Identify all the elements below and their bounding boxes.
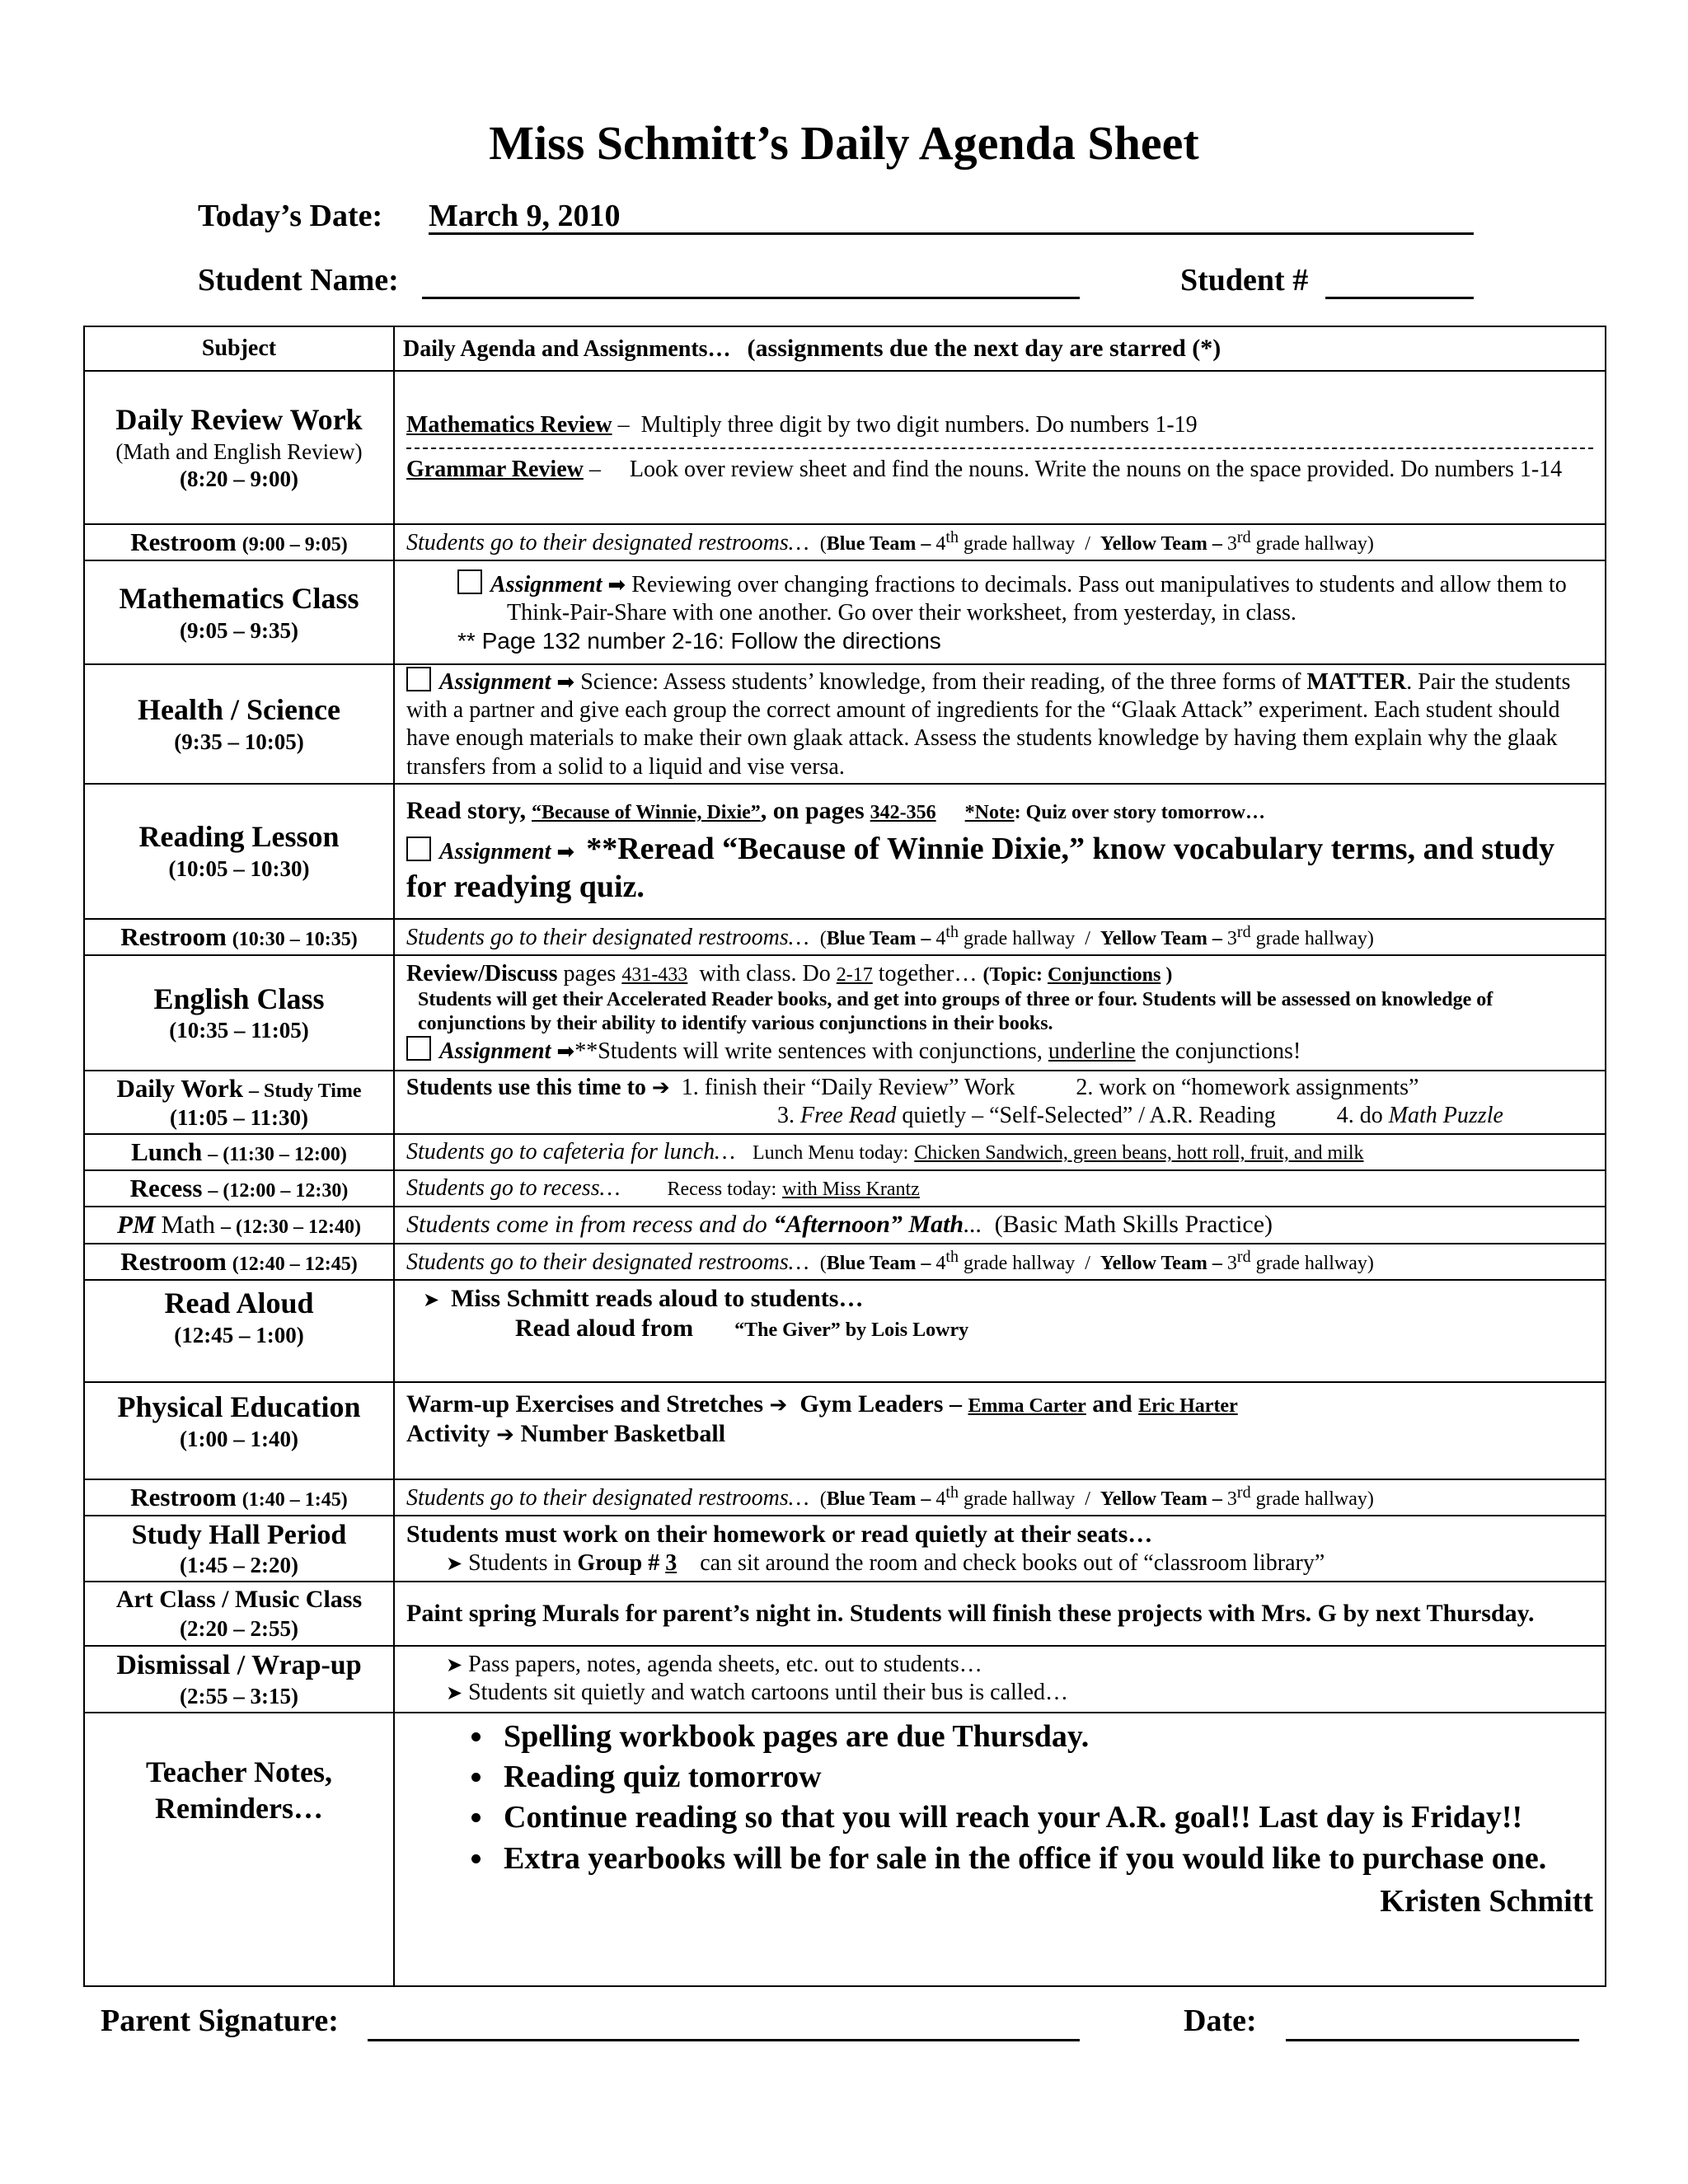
agenda-header [394, 326, 1606, 371]
recess-today[interactable]: with Miss Krantz [782, 1179, 920, 1201]
parent-signature-field[interactable] [368, 2039, 1080, 2041]
bullet-arrow-icon: ➤ [446, 1681, 463, 1705]
item-number: 4. do [1336, 1103, 1383, 1129]
table-row [84, 1071, 1606, 1134]
blue-team: Blue Team – [826, 1252, 931, 1274]
table-row [84, 1582, 1606, 1646]
agenda-cell [394, 1134, 1606, 1170]
yellow-team: Yellow Team – [1100, 533, 1222, 555]
bullet-arrow-icon: ➤ [446, 1552, 463, 1576]
hallway: grade hallway [963, 533, 1076, 555]
subject-name: Recess [129, 1174, 203, 1203]
agenda-cell: Students go to their designated restrooms… (Blue Team – 4th grade hallway / Yellow Team – 3rd grade hallway) [394, 919, 1606, 955]
agenda-cell [394, 1382, 1606, 1479]
agenda-table [83, 326, 1606, 1987]
together: together… [878, 960, 978, 987]
table-row [84, 919, 1606, 955]
subject-name: English Class [153, 982, 325, 1015]
activity-label: Activity [406, 1420, 490, 1448]
agenda-cell [394, 955, 1606, 1071]
hallway: grade hallway [963, 927, 1076, 949]
table-row [84, 664, 1606, 784]
teacher-signature: Kristen Schmitt [1380, 1884, 1593, 1919]
health-text: Science: Assess students’ knowledge, from their reading, of the three forms of [580, 669, 1301, 696]
table-row [84, 955, 1606, 1071]
subject-name: Mathematics Class [119, 581, 359, 615]
subject-time: (9:00 – 9:05) [241, 534, 348, 555]
pm-math-practice: (Basic Math Skills Practice) [994, 1211, 1273, 1239]
art-text: Paint spring Murals for parent’s night in. Students will finish these projects with Mrs. G by next Thursday. [406, 1599, 1535, 1627]
matter-word: MATTER [1306, 669, 1407, 696]
agenda-cell [394, 560, 1606, 664]
subject-sub: (Math and English Review) [115, 439, 363, 465]
gym-leader-2[interactable]: Eric Harter [1138, 1394, 1238, 1417]
math-review-label: Mathematics Review [406, 411, 612, 438]
assignment-checkbox[interactable] [406, 667, 431, 691]
subject-cell [84, 664, 394, 784]
warmup-label: Warm-up Exercises and Stretches [406, 1390, 764, 1418]
read-aloud-from: Read aloud from [515, 1315, 694, 1343]
lunch-menu-label: Lunch Menu today: [752, 1142, 909, 1165]
subject-name: Daily Review Work [115, 403, 363, 437]
reading-assignment: **Reread “Because of Winnie Dixie,” know vocabulary terms, and study for readying quiz. [406, 831, 1555, 905]
subject-time: (11:05 – 11:30) [170, 1105, 308, 1131]
subject-cell [84, 1382, 394, 1479]
story-title[interactable]: “Because of Winnie, Dixie” [532, 802, 761, 824]
agenda-cell: Students go to their designated restrooms… (Blue Team – 4th grade hallway / Yellow Team – 3rd grade hallway) [394, 1244, 1606, 1280]
footer-date-field[interactable] [1286, 2039, 1579, 2041]
restroom-text: Students go to their designated restrooms… [406, 1249, 809, 1275]
gym-leader-1[interactable]: Emma Carter [968, 1394, 1086, 1417]
subject-name: Dismissal / Wrap-up [116, 1650, 362, 1681]
subject-name: Restroom [130, 527, 237, 556]
daily-work-item: quietly – “Self-Selected” / A.R. Reading [902, 1103, 1276, 1129]
group-number[interactable]: 3 [665, 1550, 678, 1577]
grammar-review-label: Grammar Review [406, 457, 584, 482]
subject-name: Read Aloud [164, 1286, 314, 1319]
math-puzzle: Math Puzzle [1388, 1103, 1503, 1129]
do-range[interactable]: 2-17 [836, 963, 873, 986]
subject-time: (1:40 – 1:45) [241, 1488, 348, 1511]
assignment-checkbox[interactable] [457, 569, 482, 594]
study-hall-text: Students in [468, 1550, 572, 1577]
afternoon-math: “Afternoon” Math [773, 1211, 964, 1239]
group-label: Group # [577, 1550, 660, 1577]
ellipsis: ... [964, 1211, 982, 1239]
subject-time: (12:45 – 1:00) [174, 1322, 304, 1347]
table-row [84, 1244, 1606, 1280]
agenda-header-note: (assignments due the next day are starred (*) [747, 334, 1221, 362]
hallway: grade hallway [1255, 1488, 1367, 1510]
subject-suffix: – Study Time [249, 1080, 362, 1102]
table-row [84, 1207, 1606, 1243]
hallway: grade hallway [1255, 533, 1367, 555]
separator: / [1085, 1252, 1090, 1274]
subject-cell [84, 1170, 394, 1207]
hallway: grade hallway [963, 1488, 1076, 1510]
pm-math-text: Students come in from recess and do [406, 1211, 767, 1239]
subject-cell [84, 1244, 394, 1280]
subject-time: (10:30 – 10:35) [232, 928, 358, 950]
topic-value[interactable]: Conjunctions [1047, 963, 1161, 986]
restroom-text: Students go to their designated restrooms… [406, 530, 809, 555]
dismissal-item: Students sit quietly and watch cartoons until their bus is called… [468, 1680, 1068, 1706]
table-header [84, 326, 1606, 371]
assignment-label: Assignment [490, 571, 603, 598]
subject-time: (12:40 – 12:45) [232, 1253, 358, 1275]
gym-leaders-label: Gym Leaders – [799, 1390, 962, 1418]
yellow-sup: rd [1236, 528, 1251, 546]
subject-name: Health / Science [138, 693, 340, 727]
lunch-text: Students go to cafeteria for lunch… [406, 1139, 735, 1165]
math-extra: ** Page 132 number 2-16: Follow the directions [457, 628, 941, 654]
subject-cell [84, 1071, 394, 1134]
table-row [84, 524, 1606, 560]
date-label: Today’s Date: [198, 199, 383, 233]
notes-title-line1: Teacher Notes, [146, 1755, 332, 1788]
arrow-right-icon: ➔ [651, 1076, 670, 1101]
yellow-team: Yellow Team – [1100, 927, 1222, 949]
blue-grade: 4 [935, 927, 946, 949]
subject-time: (2:55 – 3:15) [180, 1683, 298, 1708]
subject-cell [84, 1646, 394, 1712]
footer-date-label: Date: [1184, 2004, 1257, 2038]
subject-time: (2:20 – 2:55) [180, 1616, 298, 1642]
subject-cell [84, 1713, 394, 1986]
subject-cell [84, 524, 394, 560]
subject-time: (1:45 – 2:20) [180, 1553, 298, 1578]
restroom-text: Students go to their designated restrooms… [406, 924, 809, 950]
subject-time: (9:35 – 10:05) [174, 729, 304, 754]
daily-work-item: 1. finish their “Daily Review” Work [681, 1075, 1015, 1101]
agenda-cell [394, 1516, 1606, 1582]
yellow-sup: rd [1236, 922, 1251, 941]
subject-cell [84, 1516, 394, 1582]
note-label: *Note [964, 802, 1015, 824]
agenda-cell [394, 1713, 1606, 1986]
topic-close: ) [1165, 963, 1173, 986]
activity-value: Number Basketball [520, 1420, 726, 1448]
list-item: • Continue reading so that you will reach your A.R. goal!! Last day is Friday!! [495, 1797, 1593, 1838]
subject-name: Lunch [131, 1137, 203, 1167]
subject-name: Physical Education [117, 1390, 361, 1423]
blue-grade: 4 [935, 1252, 946, 1274]
subject-time: (9:05 – 9:35) [180, 617, 298, 643]
table-row [84, 1280, 1606, 1382]
yellow-team: Yellow Team – [1100, 1252, 1222, 1274]
agenda-cell [394, 1207, 1606, 1243]
english-pages[interactable]: 431-433 [621, 963, 688, 986]
notes-title-line2: Reminders… [155, 1791, 323, 1825]
list-item: • Spelling workbook pages are due Thursday. [495, 1717, 1593, 1757]
read-aloud-book: “The Giver” by Lois Lowry [734, 1319, 969, 1342]
topic-label: (Topic: [982, 963, 1043, 986]
agenda-cell [394, 1646, 1606, 1712]
arrow-right-icon: ➡ [556, 839, 575, 865]
agenda-cell [394, 1280, 1606, 1382]
underline-word: underline [1048, 1038, 1136, 1064]
daily-work-item: 2. work on “homework assignments” [1076, 1075, 1419, 1101]
student-name-field[interactable] [422, 297, 1080, 299]
arrow-right-icon: ➡ [556, 1038, 575, 1064]
subject-header: Subject [84, 326, 394, 371]
agenda-cell [394, 1170, 1606, 1207]
study-hall-text-rest: can sit around the room and check books out of “classroom library” [700, 1550, 1325, 1577]
yellow-grade: 3 [1226, 533, 1237, 555]
blue-team: Blue Team – [826, 927, 931, 949]
subject-time: (10:35 – 11:05) [169, 1018, 309, 1043]
lunch-menu[interactable]: Chicken Sandwich, green beans, hott roll, fruit, and milk [914, 1142, 1364, 1165]
subject-time: (10:05 – 10:30) [168, 856, 310, 882]
blue-sup: th [945, 1247, 959, 1266]
subject-name: Art Class / Music Class [115, 1586, 363, 1614]
table-row [84, 371, 1606, 524]
assignment-checkbox[interactable] [406, 837, 431, 861]
and-word: and [1092, 1390, 1132, 1418]
yellow-team: Yellow Team – [1100, 1488, 1222, 1510]
date-line[interactable] [429, 232, 1474, 235]
subject-cell [84, 784, 394, 919]
subject-name: Restroom [130, 1482, 237, 1511]
blue-grade: 4 [935, 533, 946, 555]
subject-cell [84, 955, 394, 1071]
subject-cell [84, 1280, 394, 1382]
divider [406, 443, 1593, 449]
agenda-cell: Mathematics Review – Multiply three digit by two digit numbers. Do numbers 1-19 Grammar Review – Look over review sheet and find the nouns. Write the nouns on the space provided. Do numbers 1-14 [394, 371, 1606, 524]
subject-name: Math [161, 1210, 215, 1240]
blue-sup: th [945, 1483, 959, 1502]
table-row [84, 1646, 1606, 1712]
read-aloud-line: Miss Schmitt reads aloud to students… [451, 1284, 864, 1312]
subject-cell [84, 1479, 394, 1516]
subject-time: – (12:00 – 12:30) [208, 1180, 349, 1202]
story-pages[interactable]: 342-356 [870, 802, 936, 824]
item-number: 3. [777, 1103, 795, 1129]
agenda-cell [394, 1071, 1606, 1134]
grammar-review-text: Look over review sheet and find the nouns. Write the nouns on the space provided. Do numbers 1-14 [629, 457, 1563, 482]
subject-name: Reading Lesson [138, 820, 340, 854]
subject-cell [84, 1207, 394, 1243]
table-row [84, 1170, 1606, 1207]
agenda-cell [394, 1582, 1606, 1646]
table-row [84, 1134, 1606, 1170]
notes-list [406, 1717, 1593, 1880]
student-name-label: Student Name: [198, 263, 399, 298]
arrow-right-icon: ➡ [607, 572, 626, 598]
recess-today-label: Recess today: [667, 1179, 777, 1201]
hallway: grade hallway [1255, 927, 1367, 949]
blue-team: Blue Team – [826, 533, 931, 555]
review-label: Review/Discuss [406, 960, 558, 987]
separator: / [1085, 533, 1090, 555]
agenda-cell [394, 784, 1606, 919]
subject-time: (8:20 – 9:00) [180, 466, 298, 491]
table-row [84, 1713, 1606, 1986]
arrow-right-icon: ➡ [556, 670, 575, 696]
parent-signature-label: Parent Signature: [101, 2004, 339, 2038]
subject-name: Restroom [120, 921, 227, 951]
bullet-arrow-icon: ➤ [446, 1653, 463, 1677]
student-number-field[interactable] [1325, 297, 1474, 299]
with-class: with class. Do [699, 960, 831, 987]
note-text: : Quiz over story tomorrow… [1014, 802, 1265, 824]
study-hall-line: Students must work on their homework or read quietly at their seats… [406, 1520, 1153, 1548]
math-review-text: Multiply three digit by two digit numbers. Do numbers 1-19 [640, 411, 1198, 438]
subject-cell [84, 560, 394, 664]
table-row [84, 1479, 1606, 1516]
blue-team: Blue Team – [826, 1488, 931, 1510]
subject-cell [84, 919, 394, 955]
subject-cell [84, 1582, 394, 1646]
list-item: • Reading quiz tomorrow [495, 1757, 1593, 1797]
separator: / [1085, 1488, 1090, 1510]
hallway: grade hallway [1255, 1252, 1367, 1274]
free-read: Free Read [800, 1103, 897, 1129]
english-assign-b: the conjunctions! [1141, 1038, 1301, 1064]
table-row [84, 784, 1606, 919]
recess-text: Students go to recess… [406, 1175, 621, 1202]
table-row [84, 560, 1606, 664]
yellow-sup: rd [1236, 1483, 1251, 1502]
list-item: • Extra yearbooks will be for sale in the office if you would like to purchase one. [495, 1839, 1593, 1879]
ar-text: Students will get their Accelerated Reader books, and get into groups of three or four. Students will be assessed on knowledge of conjunctions by their ability to identify various conjunctions in their books. [418, 989, 1493, 1034]
assignment-label: Assignment [439, 669, 551, 696]
hallway: grade hallway [963, 1252, 1076, 1274]
arrow-right-icon: ➔ [769, 1392, 788, 1418]
assignment-text: Reviewing over changing fractions to decimals. Pass out manipulatives to students and allow them to Think-Pair-Share with one another. Go over their worksheet, from yesterday, in class. [507, 571, 1567, 626]
subject-cell [84, 371, 394, 524]
blue-grade: 4 [935, 1488, 946, 1510]
yellow-grade: 3 [1226, 1252, 1237, 1274]
on-pages-label: , on pages [760, 797, 865, 825]
subject-time: – (12:30 – 12:40) [220, 1216, 361, 1239]
agenda-cell: Students go to their designated restrooms… (Blue Team – 4th grade hallway / Yellow Team – 3rd grade hallway) [394, 524, 1606, 560]
blue-sup: th [945, 922, 959, 941]
subject-name: Restroom [120, 1246, 227, 1276]
read-story-label: Read story, [406, 797, 526, 825]
restroom-text: Students go to their designated restrooms… [406, 1484, 809, 1511]
arrow-right-icon: ➔ [496, 1422, 514, 1448]
agenda-cell [394, 664, 1606, 784]
date-value: March 9, 2010 [429, 199, 621, 233]
pages-word: pages [563, 960, 617, 987]
subject-time: – (11:30 – 12:00) [208, 1144, 347, 1166]
subject-name-italic: PM [117, 1210, 156, 1240]
health-text-rest: . Pair the students with a partner and give each group the correct amount of ingredients for the “Glaak Attack” experiment. Each student should have enough materials to make their own glaak attack. Assess the students knowledge by having them explain why the glaak transfers from a solid to a liquid and vise versa. [406, 669, 1571, 780]
table-row [84, 1516, 1606, 1582]
yellow-sup: rd [1236, 1247, 1251, 1266]
subject-name: Study Hall Period [131, 1519, 347, 1550]
assignment-checkbox[interactable] [406, 1036, 431, 1061]
english-assign-a: **Students will write sentences with conjunctions, [574, 1038, 1043, 1064]
yellow-grade: 3 [1226, 927, 1237, 949]
assignment-label: Assignment [439, 1038, 551, 1064]
agenda-header-title: Daily Agenda and Assignments… [403, 335, 731, 362]
dismissal-item: Pass papers, notes, agenda sheets, etc. out to students… [468, 1652, 982, 1678]
daily-work-lead: Students use this time to [406, 1075, 646, 1101]
yellow-grade: 3 [1226, 1488, 1237, 1510]
assignment-label: Assignment [439, 838, 551, 865]
subject-time: (1:00 – 1:40) [180, 1426, 298, 1451]
table-row [84, 1382, 1606, 1479]
agenda-cell: Students go to their designated restrooms… (Blue Team – 4th grade hallway / Yellow Team – 3rd grade hallway) [394, 1479, 1606, 1516]
subject-name: Daily Work [116, 1073, 244, 1103]
student-number-label: Student # [1180, 263, 1309, 298]
bullet-arrow-icon: ➤ [423, 1287, 440, 1311]
blue-sup: th [945, 528, 959, 546]
page-title: Miss Schmitt’s Daily Agenda Sheet [489, 116, 1199, 170]
separator: / [1085, 927, 1090, 949]
subject-cell [84, 1134, 394, 1170]
